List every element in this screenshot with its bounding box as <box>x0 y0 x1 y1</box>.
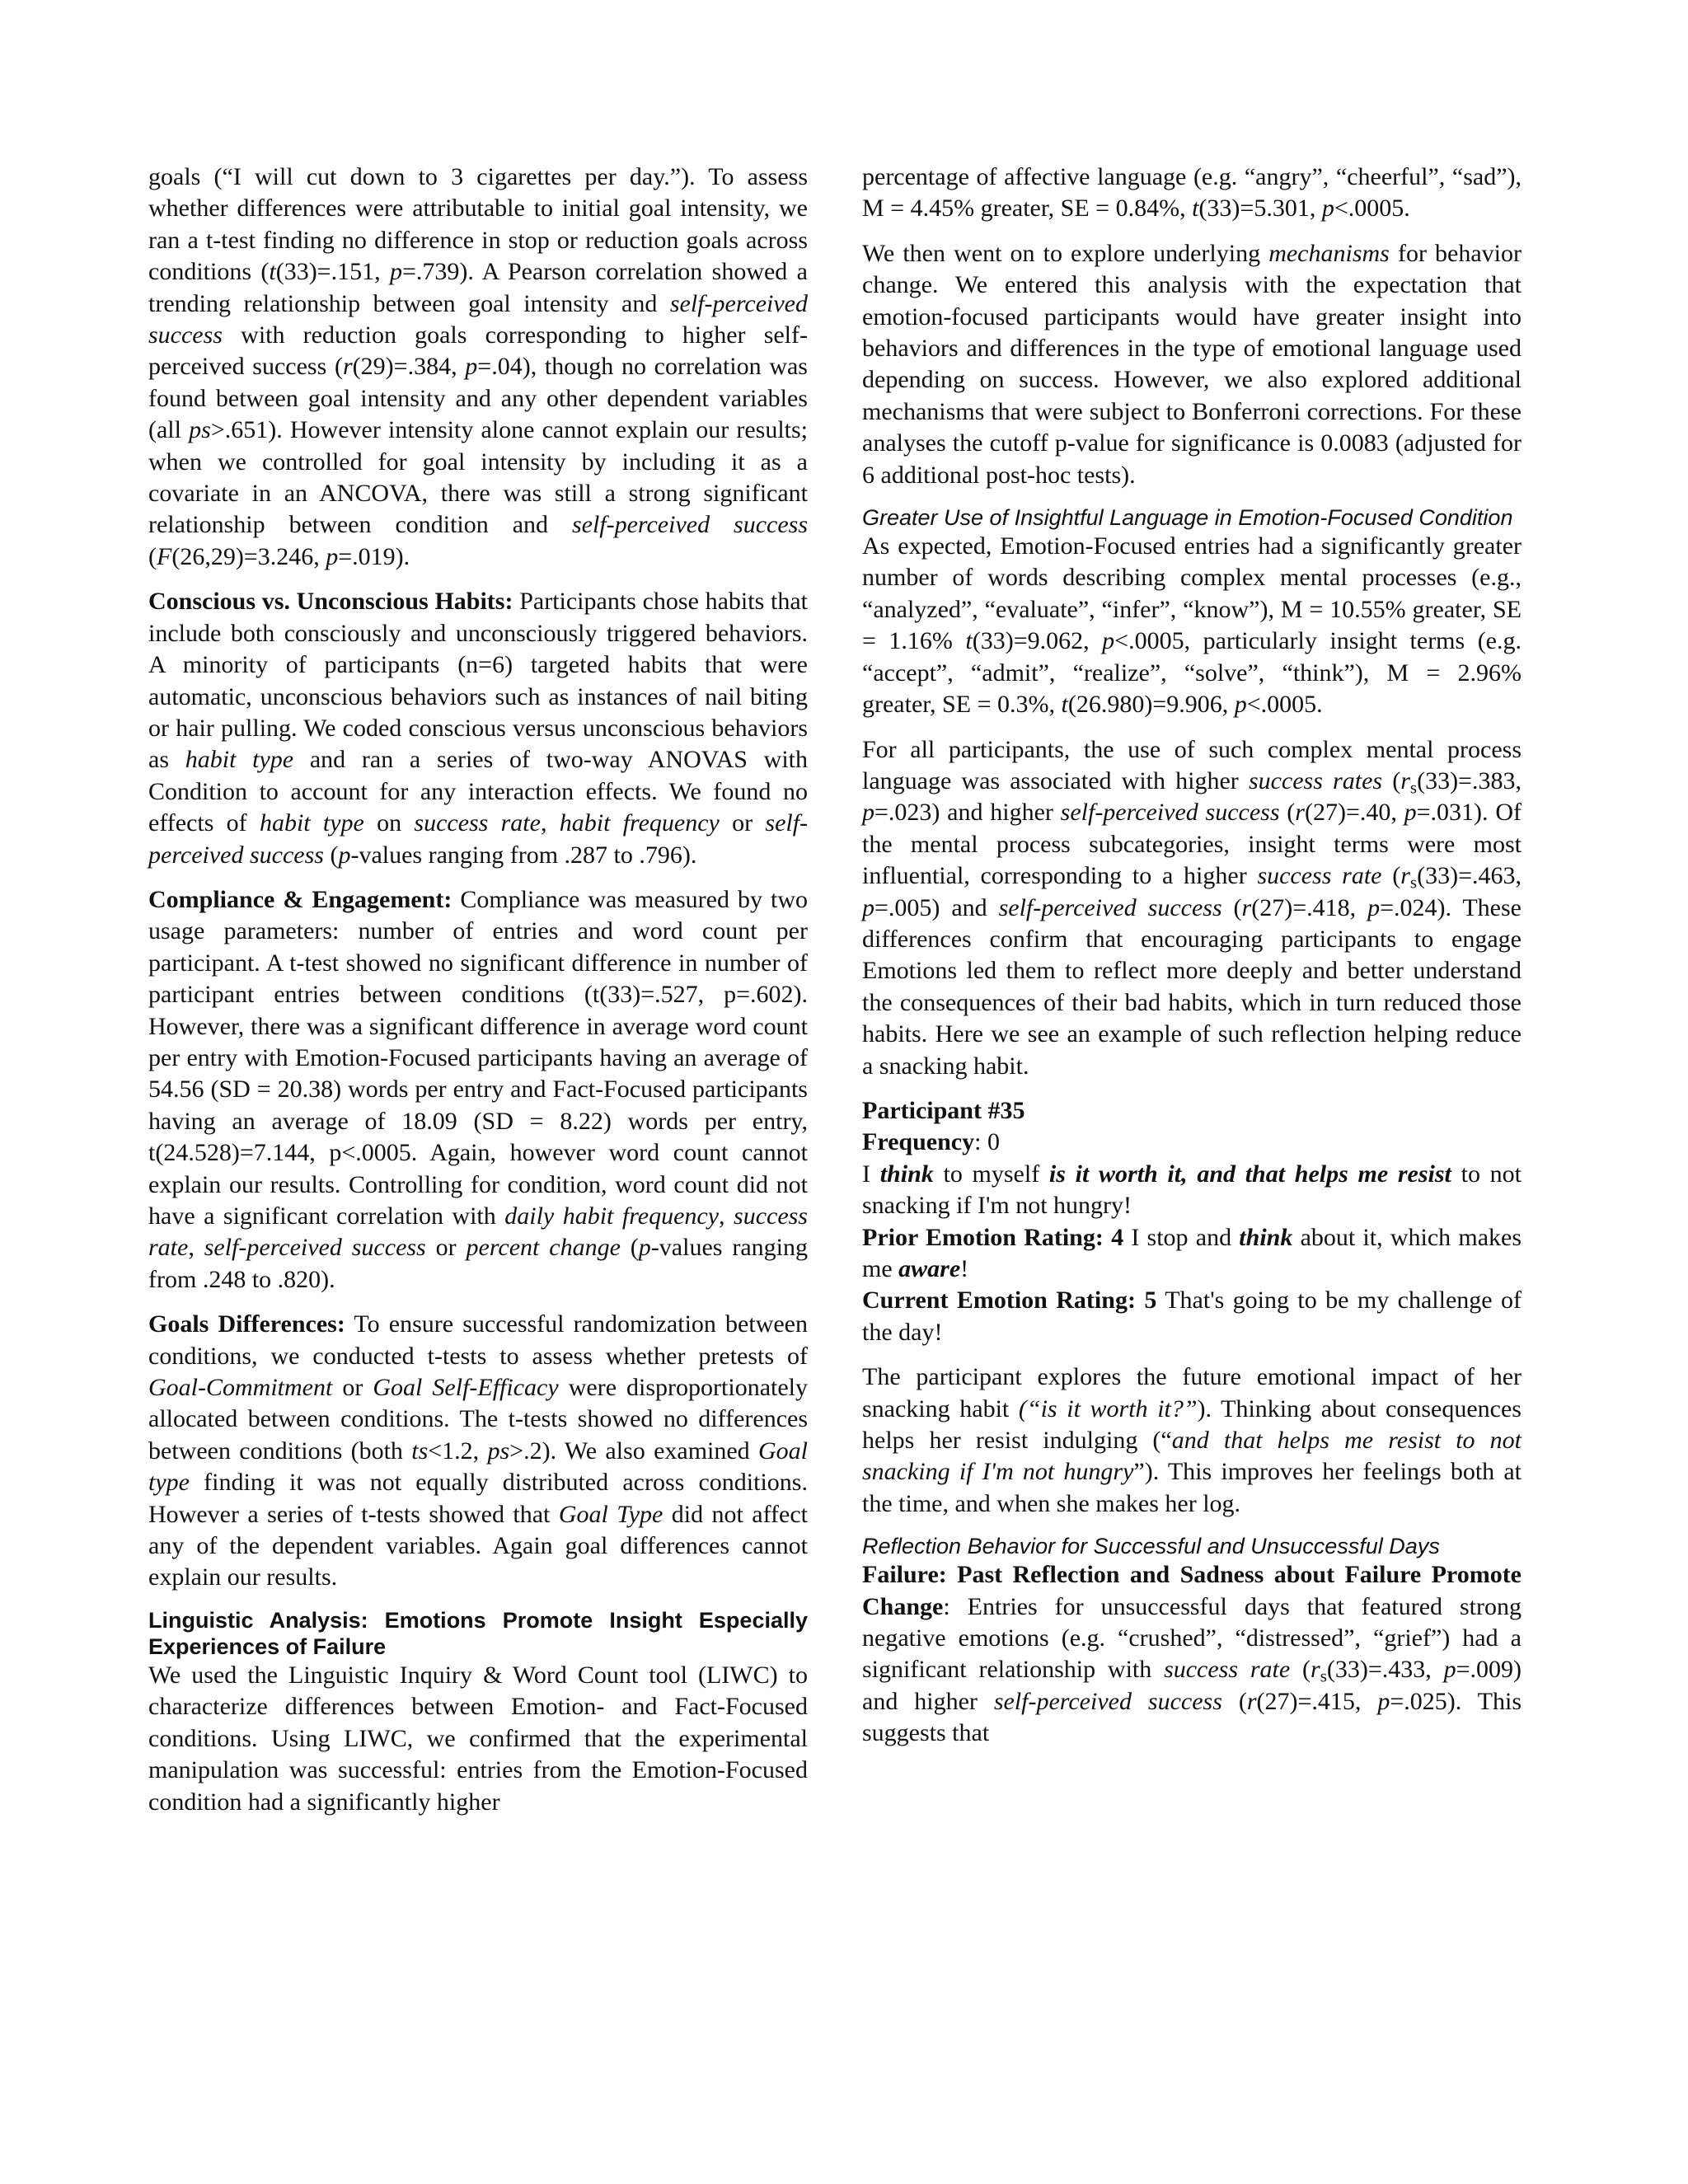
paragraph-insight-terms: As expected, Emotion-Focused entries had a significantly greater number of words describing complex mental processes (e.g., “analyzed”, “evaluate”, “infer”, “know”), M = 10.55% greater, SE = 1.16% t(33)=9.062, p<.0005, particularly insight terms (e.g. “accept”, “admit”, “realize”, “solve”, “think”), M = 2.96% greater, SE = 0.3%, t(26.980)=9.906, p<.0005. <box>862 532 1522 719</box>
participant-quote <box>862 1095 1522 1348</box>
subsection-heading-reflection: Reflection Behavior for Successful and Unsuccessful Days <box>862 1534 1440 1559</box>
run-in-heading: Compliance & Engagement: <box>148 885 452 913</box>
paragraph-goals-differences: Goals Differences: To ensure successful randomization between conditions, we conducted t-tests to assess whether pretests of Goal-Commitment or Goal Self-Efficacy were disproportionately allocated between conditions. The t-tests showed no differences between conditions (both ts<1.2, ps>.2). We also examined Goal type finding it was not equally distributed across conditions. However a series of t-tests showed that Goal Type did not affect any of the dependent variables. Again goal differences cannot explain our results. <box>148 1310 808 1591</box>
participant-frequency: Frequency: 0 <box>862 1128 1000 1156</box>
paragraph-failure: Failure: Past Reflection and Sadness about Failure Promote Change: Entries for unsuccessful days that featured strong negative emotions (e.g. “crushed”, “distressed”, “grief”) had a significant relationship with success rate ($r_s(33)=.433$, p=.009) and higher self-perceived success (r(27)=.415, p=.025). This suggests that <box>862 1561 1522 1747</box>
run-in-heading: Conscious vs. Unconscious Habits: <box>148 588 513 616</box>
participant-entry: I think to myself is it worth it, and that helps me resist to not snacking if I'm not hungry! <box>862 1160 1522 1220</box>
paragraph-participant-analysis: The participant explores the future emotional impact of her snacking habit (“is it worth it?”). Thinking about consequences helps her resist indulging (“and that helps me resist to not snacking if I'm not hungry”). This improves her feelings both at the time, and when she makes her log. <box>862 1363 1522 1517</box>
prior-emotion-rating: Prior Emotion Rating: 4 I stop and think about it, which makes me aware! <box>862 1223 1522 1282</box>
paragraph-conscious-habits: Conscious vs. Unconscious Habits: Participants chose habits that include both consciously and unconsciously triggered behaviors. A minority of participants (n=6) targeted habits that were automatic, unconscious behaviors such as instances of nail biting or hair pulling. We coded conscious versus unconscious behaviors as habit type and ran a series of two-way ANOVAS with Condition to account for any interaction effects. We found no effects of habit type on success rate, habit frequency or self-perceived success (p-values ranging from .287 to .796). <box>148 588 809 869</box>
paragraph-liwc: We used the Linguistic Inquiry & Word Count tool (LIWC) to characterize differences between Emotion- and Fact-Focused conditions. Using LIWC, we confirmed that the experimental manipulation was successful: entries from the Emotion-Focused condition had a significantly higher <box>148 1661 808 1816</box>
run-in-heading: Failure: Past Reflection and Sadness about Failure Promote Change <box>862 1561 1522 1620</box>
participant-id: Participant #35 <box>862 1096 1025 1124</box>
right-column <box>862 162 1522 1763</box>
subsection-heading-insight: Greater Use of Insightful Language in Emotion-Focused Condition <box>862 505 1513 531</box>
paragraph-mental-process: For all participants, the use of such complex mental process language was associated with higher success rates ($r_s(33)=.383$, p=.023) and higher self-perceived success (r(27)=.40, p=.031). Of the mental process subcategories, insight terms were most influential, corresponding to a higher success rate ($r_s(33)=.463$, p=.005) and self-perceived success (r(27)=.418, p=.024). These differences confirm that encouraging participants to engage Emotions led them to reflect more deeply and better understand the consequences of their bad habits, which in turn reduced those habits. Here we see an example of such reflection helping reduce a snacking habit. <box>862 735 1522 1080</box>
current-emotion-rating: Current Emotion Rating: 5 That's going to be my challenge of the day! <box>862 1286 1522 1346</box>
paragraph-mechanisms: We then went on to explore underlying mechanisms for behavior change. We entered this analysis with the expectation that emotion-focused participants would have greater insight into behaviors and differences in the type of emotional language used depending on success. However, we also explored additional mechanisms that were subject to Bonferroni corrections. For these analyses the cutoff p-value for significance is 0.0083 (adjusted for 6 additional post-hoc tests). <box>862 239 1522 489</box>
paragraph-compliance: Compliance & Engagement: Compliance was measured by two usage parameters: number of entries and word count per participant. A t-test showed no significant difference in number of participant entries between conditions (t(33)=.527, p=.602). However, there was a significant difference in average word count per entry with Emotion-Focused participants having an average of 54.56 (SD = 20.38) words per entry and Fact-Focused participants having an average of 18.09 (SD = 8.22) words per entry, t(24.528)=7.144, p<.0005. Again, however word count cannot explain our results. Controlling for condition, word count did not have a significant correlation with daily habit frequency, success rate, self-perceived success or percent change (p-values ranging from .248 to .820). <box>148 885 809 1293</box>
left-column <box>148 162 808 1831</box>
paragraph-goal-intensity: goals (“I will cut down to 3 cigarettes per day.”). To assess whether differences were attributable to initial goal intensity, we ran a t-test finding no difference in stop or reduction goals across conditions (t(33)=.151, p=.739). A Pearson correlation showed a trending relationship between goal intensity and self-perceived success with reduction goals corresponding to higher self-perceived success (r(29)=.384, p=.04), though no correlation was found between goal intensity and any other dependent variables (all ps>.651). However intensity alone cannot explain our results; when we controlled for goal intensity by including it as a covariate in an ANCOVA, there was still a strong significant relationship between condition and self-perceived success (F(26,29)=3.246, p=.019). <box>148 163 808 570</box>
run-in-heading: Goals Differences: <box>148 1310 345 1338</box>
paragraph-affective-language: percentage of affective language (e.g. “angry”, “cheerful”, “sad”), M = 4.45% greater, SE = 0.84%, t(33)=5.301, p<.0005. <box>862 163 1522 223</box>
section-heading-linguistic: Linguistic Analysis: Emotions Promote Insight Especially Experiences of Failure <box>148 1607 808 1659</box>
